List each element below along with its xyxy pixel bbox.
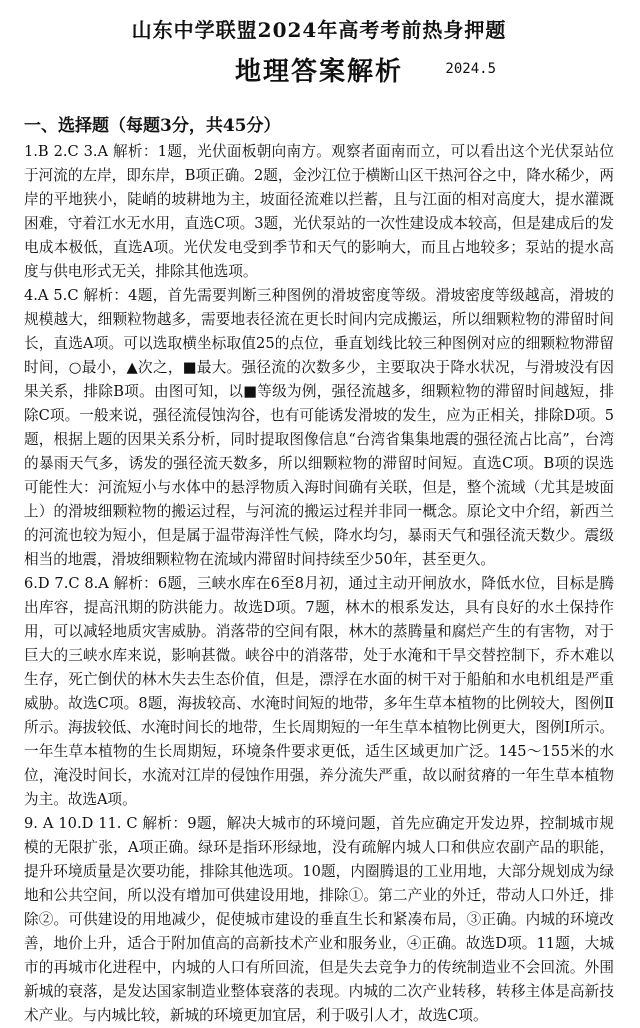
document-date: 2024.5 (445, 61, 496, 77)
answer-group-6-8: 6.D 7.C 8.A 解析：6题，三峡水库在6至8月初，通过主动开闸放水，降低水位，目标是腾出库容，提高汛期的防洪能力。故选D项。7题，林木的根系发达，具有良好的水土保持作用，可以减轻地质灾害威胁。消落带的空间有限，林木的蒸腾量和腐烂产生的有害物，对于巨大的三峡水库来说，影响甚微。峡谷中的消落带，处于水淹和干旱交替控制下，乔木难以生存，死亡倒伏的林木失去生态价值，但是，漂浮在水面的树干对于船舶和水电机组是严重威胁。故选C项。8题，海拔较高、水淹时间短的地带，多年生草本植物的比例较大，图例Ⅱ所示。海拔较低、水淹时间长的地带，生长周期短的一年生草本植物比例更大，图例Ⅰ所示。一年生草本植物的生长周期短，环境条件要求更低，适生区域更加广泛。145～155米的水位，淹没时间长，水流对江岸的侵蚀作用强，养分流失严重，故以耐贫瘠的一年生草本植物为主。故选A项。 (24, 575, 614, 808)
answer-group-4-5: 4.A 5.C 解析：4题，首先需要判断三种图例的滑坡密度等级。滑坡密度等级越高，滑坡的规模越大，细颗粒物越多，需要地表径流在更长时间内完成搬运，所以细颗粒物的滞留时间长，直选A项。可以选取横坐标取值25的点位，垂直划线比较三种图例对应的细颗粒物滞留时间，○最小，▲次之，■最大。强径流的次数多少，主要取决于降水状况，与滑坡没有因果关系，排除B项。由图可知，以■等级为例，强径流越多，细颗粒物的滞留时间越短，排除C项。一般来说，强径流侵蚀沟谷，也有可能诱发滑坡的发生，应为正相关，排除D项。5题，根据上题的因果关系分析，同时提取图像信息“台湾省集集地震的强径流占比高”，台湾的暴雨天气多，诱发的强径流天数多，所以细颗粒物的滞留时间短。直选C项。B项的误选可能性大：河流短小与水体中的悬浮物质入海时间确有关联，但是，整个流域（尤其是坡面上）的滑坡细颗粒物的搬运过程，与河流的搬运过程并非同一概念。原论文中介绍，新西兰的河流也较为短小，但是属于温带海洋性气候，降水均匀，暴雨天气和强径流天数少。震级相当的地震，滑坡细颗粒物在流域内滞留时间持续至少50年，甚至更久。 (24, 287, 614, 568)
document-title: 地理答案解析 (234, 57, 403, 87)
title-row (24, 51, 614, 91)
answer-group-9-11: 9. A 10.D 11. C 解析：9题，解决大城市的环境问题，首先应确定开发边界，控制城市规模的无限扩张，A项正确。绿环是指环形绿地，没有疏解内城人口和供应农副产品的职能，提升环境质量是次要功能，排除其他选项。10题，内圈腾退的工业用地，大部分规划成为绿地和公共空间，所以没有增加可供建设用地，排除①。第二产业的外迁，带动人口外迁，排除②。可供建设的用地减少，促使城市建设的垂直生长和紧凑布局，③正确。内城的环境改善，地价上升，适合于附加值高的高新技术产业和服务业，④正确。故选D项。11题，大城市的再城市化进程中，内城的人口有所回流，但是失去竞争力的传统制造业不会回流。外围新城的衰落，是发达国家制造业整体衰落的表现。内城的二次产业转移，转移主体是高新技术产业。与内城比较，新城的环境更加宜居，利于吸引人才，故选C项。 (24, 815, 614, 1024)
exam-title: 山东中学联盟2024年高考考前热身押题 (131, 18, 507, 42)
section-heading: 一、选择题（每题3分，共45分） (24, 116, 281, 136)
answer-group-1-3: 1.B 2.C 3.A 解析：1题，光伏面板朝向南方。观察者面南而立，可以看出这个光伏泵站位于河流的左岸，即东岸，B项正确。2题，金沙江位于横断山区干热河谷之中，降水稀少，两岸的平地狭小，陡峭的坡耕地为主，坡面径流难以拦蓄，且与江面的相对高度大，提水灌溉困难，守着江水无水用，直选C项。3题，光伏泵站的一次性建设成本较高，但是建成后的发电成本极低，直选A项。光伏发电受到季节和天气的影响大，而且占地较多；泵站的提水高度与供电形式无关，排除其他选项。 (24, 143, 614, 280)
